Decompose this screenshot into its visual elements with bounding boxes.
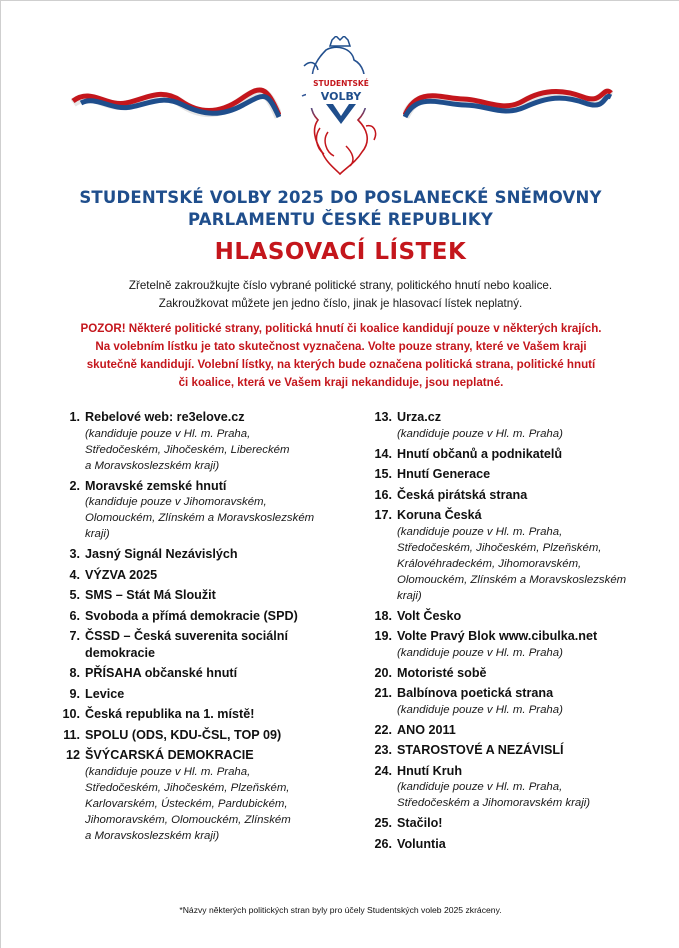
party-details: [397, 836, 659, 853]
party-number[interactable]: 23.: [374, 743, 392, 757]
header-artwork: [1, 1, 679, 181]
party-name: PŘÍSAHA občanské hnutí: [85, 666, 238, 680]
party-region-note: (kandiduje pouze v Hl. m. Praha): [397, 646, 563, 659]
party-region-note: Karlovarském, Ústeckém, Pardubickém,: [85, 797, 288, 810]
party-name: Volt Česko: [397, 608, 462, 623]
party-entry[interactable]: [47, 567, 347, 584]
party-name: Stačilo!: [397, 816, 443, 830]
party-region-note: Středočeském a Jihomoravském kraji): [397, 797, 591, 809]
party-entry[interactable]: [47, 587, 347, 604]
party-entry[interactable]: [47, 686, 347, 703]
party-entry[interactable]: [359, 815, 659, 832]
party-number[interactable]: 12: [65, 748, 80, 762]
party-details: [397, 815, 659, 832]
party-name: Jasný Signál Nezávislých: [85, 547, 238, 561]
party-entry[interactable]: [359, 446, 659, 463]
party-entry[interactable]: [47, 628, 347, 661]
party-name: Balbínova poetická strana: [397, 686, 554, 700]
party-entry[interactable]: [359, 409, 659, 442]
party-entry[interactable]: [359, 665, 659, 682]
party-name: Urza.cz: [397, 410, 442, 424]
voting-instructions: [1, 277, 679, 312]
footnote: *Názvy některých politických stran byly pro účely Studentských voleb 2025 zkráceny.: [179, 905, 502, 915]
party-name: ŠVÝCARSKÁ DEMOKRACIE: [85, 748, 254, 762]
party-entry[interactable]: [359, 507, 659, 604]
party-number[interactable]: 22.: [374, 722, 392, 737]
party-name: VÝZVA 2025: [85, 567, 158, 582]
instruction-line: Zakroužkovat můžete jen jedno číslo, jinak je hlasovací lístek neplatný.: [158, 296, 523, 310]
party-details: [85, 478, 347, 543]
party-details: [85, 587, 347, 604]
party-details: [397, 763, 659, 812]
party-region-note: (kandiduje pouze v Hl. m. Praha): [397, 703, 563, 716]
party-entry[interactable]: [47, 665, 347, 682]
party-name: Svoboda a přímá demokracie (SPD): [85, 608, 298, 623]
ballot-header: [1, 187, 679, 267]
party-details: [397, 507, 659, 604]
party-number[interactable]: 25.: [374, 816, 392, 830]
party-entry[interactable]: [359, 685, 659, 718]
party-entry[interactable]: [359, 763, 659, 812]
svg-text:STUDENTSKÉ: STUDENTSKÉ: [313, 79, 369, 88]
party-entry[interactable]: [47, 478, 347, 543]
party-name: STAROSTOVÉ A NEZÁVISLÍ: [397, 743, 564, 757]
party-details: [85, 628, 347, 661]
party-details: [397, 487, 659, 504]
tricolor-ribbon-left: [71, 81, 281, 121]
party-number[interactable]: 26.: [374, 836, 392, 851]
party-number[interactable]: 4.: [69, 567, 80, 582]
party-number[interactable]: 1.: [69, 410, 80, 424]
election-title-line-1: STUDENTSKÉ VOLBY 2025 DO POSLANECKÉ SNĚMOVNY: [79, 188, 602, 207]
party-details: [85, 409, 347, 474]
party-region-note: Středočeském, Jihočeském, Libereckém: [85, 443, 290, 456]
party-number[interactable]: 21.: [374, 686, 392, 700]
party-name: Motoristé sobě: [397, 665, 487, 680]
party-details: [85, 747, 347, 844]
party-number[interactable]: 17.: [374, 508, 392, 522]
warning-line: či koalice, která ve Vašem kraji nekandiduje, jsou neplatné.: [178, 376, 504, 389]
party-details: [397, 722, 659, 739]
election-title-line-2: PARLAMENTU ČESKÉ REPUBLIKY: [188, 210, 493, 229]
party-details: [85, 608, 347, 625]
party-name: SMS – Stát Má Sloužit: [85, 588, 216, 602]
party-entry[interactable]: [47, 747, 347, 844]
party-name: Hnutí Kruh: [397, 763, 463, 778]
party-entry[interactable]: [47, 608, 347, 625]
party-number[interactable]: 8.: [69, 666, 80, 680]
party-list-right-column: [359, 409, 659, 856]
party-name: Česká republika na 1. místě!: [85, 707, 255, 721]
party-entry[interactable]: [359, 628, 659, 661]
party-entry[interactable]: [47, 546, 347, 563]
party-number[interactable]: 24.: [374, 763, 392, 778]
party-details: [85, 665, 347, 682]
party-details: [397, 446, 659, 463]
party-region-note: Středočeském, Jihočeském, Plzeňském,: [397, 541, 602, 554]
party-region-note: Středočeském, Jihočeském, Plzeňském,: [85, 781, 290, 794]
party-name: Levice: [85, 686, 125, 701]
party-region-note: (kandiduje pouze v Hl. m. Praha,: [397, 781, 563, 793]
party-number[interactable]: 15.: [374, 467, 392, 481]
party-details: [397, 665, 659, 682]
party-details: [85, 706, 347, 723]
warning-line: POZOR! Některé politické strany, politická hnutí či koalice kandidují pouze v některých krajích.: [80, 322, 602, 335]
party-number[interactable]: 2.: [69, 478, 80, 493]
party-name: Rebelové web: re3elove.cz: [85, 410, 245, 424]
party-number[interactable]: 3.: [69, 547, 80, 561]
party-region-note: (kandiduje pouze v Hl. m. Praha,: [397, 525, 563, 538]
studentske-volby-lion-logo: [296, 36, 386, 178]
party-region-note: kraji): [85, 528, 110, 540]
svg-text:VOLBY: VOLBY: [320, 90, 362, 103]
party-entry[interactable]: [359, 722, 659, 739]
party-number[interactable]: 9.: [69, 686, 80, 701]
party-name: Hnutí Generace: [397, 467, 491, 481]
party-name: Česká pirátská strana: [397, 487, 528, 502]
party-name: Volte Pravý Blok www.cibulka.net: [397, 629, 598, 643]
party-details: [397, 409, 659, 442]
party-number[interactable]: 7.: [69, 629, 80, 643]
party-name: ČSSD – Česká suverenita sociální demokracie: [85, 629, 288, 660]
party-name: SPOLU (ODS, KDU-ČSL, TOP 09): [85, 727, 282, 742]
warning-notice: [31, 320, 651, 392]
party-region-note: a Moravskoslezském kraji): [85, 829, 220, 842]
party-region-note: (kandiduje pouze v Hl. m. Praha): [397, 427, 563, 440]
party-number[interactable]: 6.: [69, 608, 80, 623]
party-number[interactable]: 16.: [374, 487, 392, 502]
party-region-note: Olomouckém, Zlínském a Moravskoslezském: [85, 512, 315, 524]
party-name: Voluntia: [397, 836, 446, 851]
warning-line: skutečně kandidují. Volební lístky, na kterých bude označena politická strana, politické hnutí: [86, 358, 596, 371]
party-region-note: Olomouckém, Zlínském a Moravskoslezském: [397, 573, 627, 586]
party-entry[interactable]: [47, 727, 347, 744]
party-details: [397, 742, 659, 759]
party-name: Hnutí občanů a podnikatelů: [397, 446, 563, 461]
party-entry[interactable]: [359, 742, 659, 759]
party-name: Moravské zemské hnutí: [85, 478, 227, 493]
party-number[interactable]: 11.: [63, 727, 80, 742]
party-entry[interactable]: [359, 466, 659, 483]
party-details: [397, 628, 659, 661]
party-number[interactable]: 18.: [374, 608, 392, 623]
warning-line: Na volebním lístku je tato skutečnost vyznačena. Volte pouze strany, které ve Vašem kraji: [95, 340, 587, 353]
party-name: ANO 2011: [397, 722, 456, 737]
party-number[interactable]: 14.: [374, 446, 392, 461]
party-list-left-column: [47, 409, 347, 848]
party-details: [85, 686, 347, 703]
party-entry[interactable]: [359, 836, 659, 853]
ballot-title: HLASOVACÍ LÍSTEK: [214, 239, 467, 265]
party-region-note: (kandiduje pouze v Jihomoravském,: [85, 496, 267, 508]
party-region-note: (kandiduje pouze v Hl. m. Praha,: [85, 427, 251, 440]
party-region-note: Královéhradeckém, Jihomoravském,: [397, 557, 582, 570]
party-number[interactable]: 5.: [69, 588, 80, 602]
party-number[interactable]: 10.: [62, 707, 80, 721]
party-details: [397, 466, 659, 483]
party-region-note: kraji): [397, 589, 422, 602]
party-region-note: (kandiduje pouze v Hl. m. Praha,: [85, 765, 251, 778]
party-details: [85, 727, 347, 744]
party-details: [397, 608, 659, 625]
party-name: Koruna Česká: [397, 508, 482, 522]
party-number[interactable]: 20.: [374, 665, 392, 680]
party-region-note: a Moravskoslezském kraji): [85, 459, 220, 472]
party-details: [397, 685, 659, 718]
party-entry[interactable]: [47, 706, 347, 723]
tricolor-ribbon-right: [403, 81, 613, 121]
party-entry[interactable]: [359, 608, 659, 625]
party-entry[interactable]: [47, 409, 347, 474]
party-details: [85, 567, 347, 584]
party-number[interactable]: 13.: [374, 410, 392, 424]
party-region-note: Jihomoravském, Olomouckém, Zlínském: [85, 813, 291, 826]
party-number[interactable]: 19.: [374, 629, 392, 643]
party-details: [85, 546, 347, 563]
instruction-line: Zřetelně zakroužkujte číslo vybrané politické strany, politického hnutí nebo koalice.: [128, 279, 553, 292]
party-entry[interactable]: [359, 487, 659, 504]
